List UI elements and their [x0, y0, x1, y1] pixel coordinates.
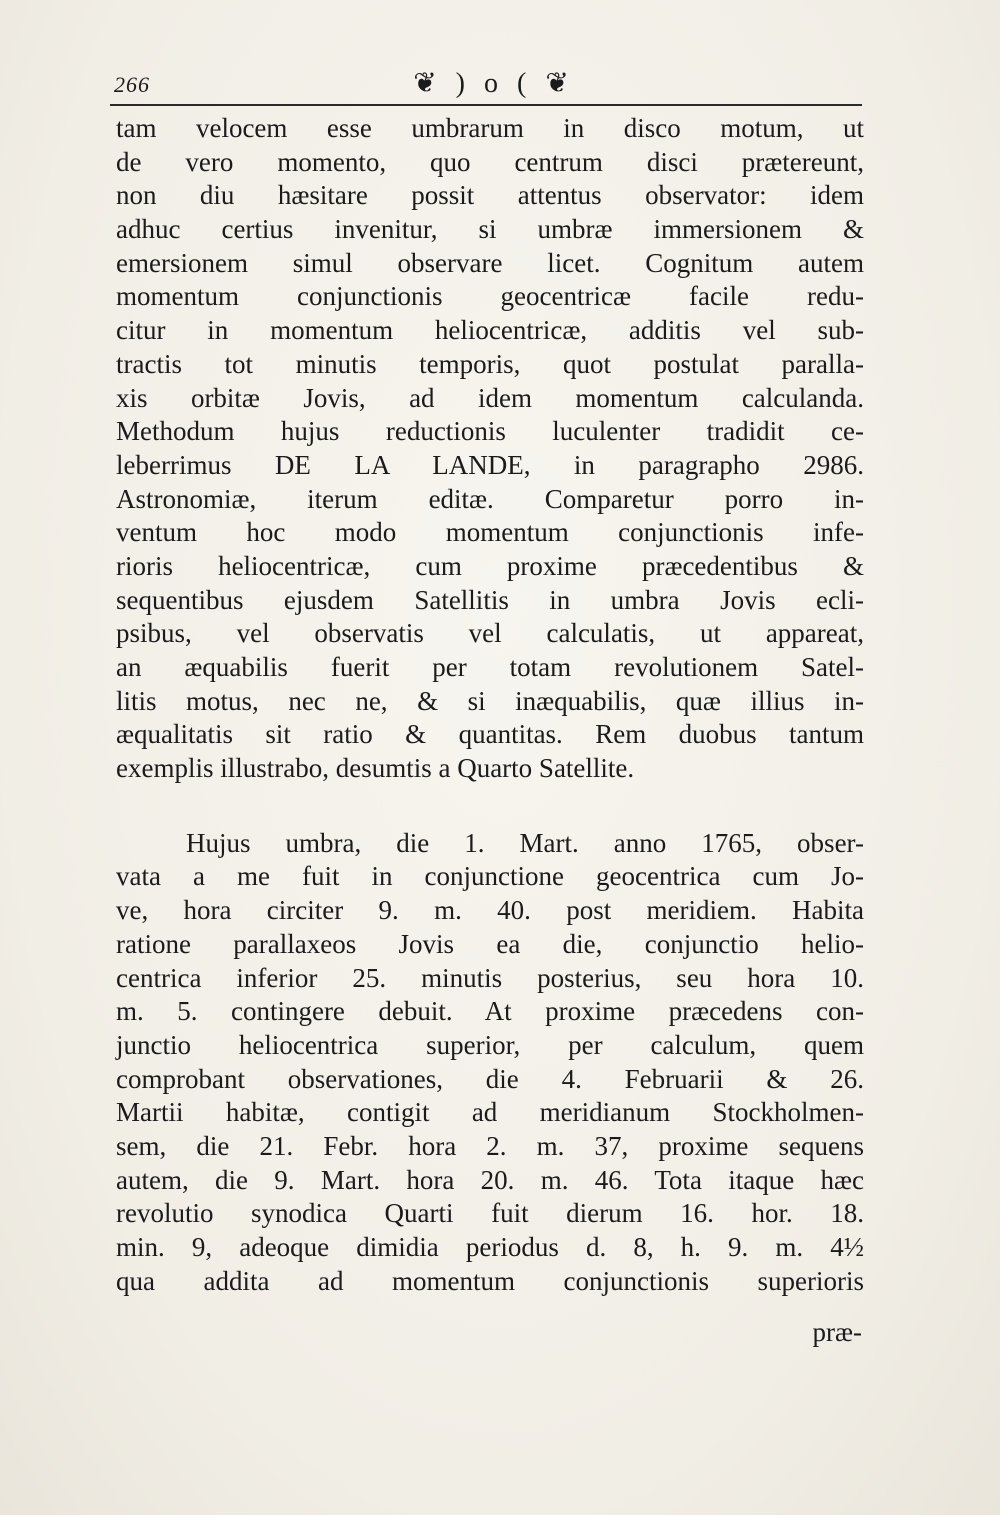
text-line: autem, die 9. Mart. hora 20. m. 46. Tota itaque hæc — [116, 1164, 864, 1195]
text-line: sequentibus ejusdem Satellitis in umbra Jovis ecli- — [116, 584, 864, 615]
text-line: ratione parallaxeos Jovis ea die, conjunctio helio- — [116, 928, 864, 959]
paragraph-gap — [116, 786, 864, 827]
text-line: tractis tot minutis temporis, quot postulat paralla- — [116, 348, 864, 379]
running-head — [114, 66, 862, 106]
text-line: Methodum hujus reductionis luculenter tradidit ce- — [116, 416, 864, 447]
body-text — [116, 112, 864, 1298]
text-line: min. 9, adeoque dimidia periodus d. 8, h. 9. m. 4½ — [116, 1232, 864, 1262]
text-line: centrica inferior 25. minutis posterius, seu hora 10. — [116, 962, 864, 993]
text-line: comprobant observationes, die 4. Februarii & 26. — [116, 1063, 864, 1094]
text-line: sem, die 21. Febr. hora 2. m. 37, proxime sequens — [116, 1130, 864, 1161]
text-line: an æquabilis fuerit per totam revolutionem Satel- — [116, 652, 864, 682]
text-line: ve, hora circiter 9. m. 40. post meridiem. Habita — [116, 895, 864, 926]
text-line: litis motus, nec ne, & si inæquabilis, quæ illius in- — [116, 685, 864, 716]
text-line: æqualitatis sit ratio & quantitas. Rem duobus tantum — [116, 719, 864, 750]
page-number: 266 — [114, 72, 150, 97]
catchword: præ- — [812, 1317, 862, 1347]
text-line: momentum conjunctionis geocentricæ facile redu- — [116, 281, 864, 312]
text-line: Astronomiæ, iterum editæ. Comparetur porro in- — [116, 483, 864, 514]
text-line: vata a me fuit in conjunctione geocentrica cum Jo- — [116, 861, 864, 892]
text-line: junctio heliocentrica superior, per calculum, quem — [116, 1029, 864, 1060]
text-line: citur in momentum heliocentricæ, additis vel sub- — [116, 315, 864, 346]
text-line: qua addita ad momentum conjunctionis superioris — [116, 1265, 864, 1296]
header-ornament: ❦ ) o ( ❦ — [413, 68, 575, 99]
text-line: adhuc certius invenitur, si umbræ immersionem & — [116, 214, 864, 245]
text-line: exemplis illustrabo, desumtis a Quarto Satellite. — [116, 753, 635, 784]
text-line: tam velocem esse umbrarum in disco motum, ut — [116, 113, 864, 143]
text-line: Hujus umbra, die 1. Mart. anno 1765, obser- — [186, 827, 864, 858]
paragraph-1 — [116, 112, 864, 786]
paragraph-2 — [116, 827, 864, 1299]
text-line: revolutio synodica Quarti fuit dierum 16. hor. 18. — [116, 1198, 864, 1229]
text-line: psibus, vel observatis vel calculatis, ut appareat, — [116, 618, 864, 649]
text-line: rioris heliocentricæ, cum proxime præcedentibus & — [116, 550, 864, 581]
header-rule — [110, 104, 862, 106]
text-line: m. 5. contingere debuit. At proxime præcedens con- — [116, 996, 864, 1027]
text-line: ventum hoc modo momentum conjunctionis infe- — [116, 517, 864, 548]
text-line: leberrimus DE LA LANDE, in paragrapho 2986. — [116, 449, 864, 480]
text-line: Martii habitæ, contigit ad meridianum Stockholmen- — [116, 1097, 864, 1128]
text-line: de vero momento, quo centrum disci prætereunt, — [116, 146, 864, 177]
text-line: emersionem simul observare licet. Cognitum autem — [116, 247, 864, 278]
text-line: non diu hæsitare possit attentus observator: idem — [116, 180, 864, 211]
text-line: xis orbitæ Jovis, ad idem momentum calculanda. — [116, 382, 864, 413]
